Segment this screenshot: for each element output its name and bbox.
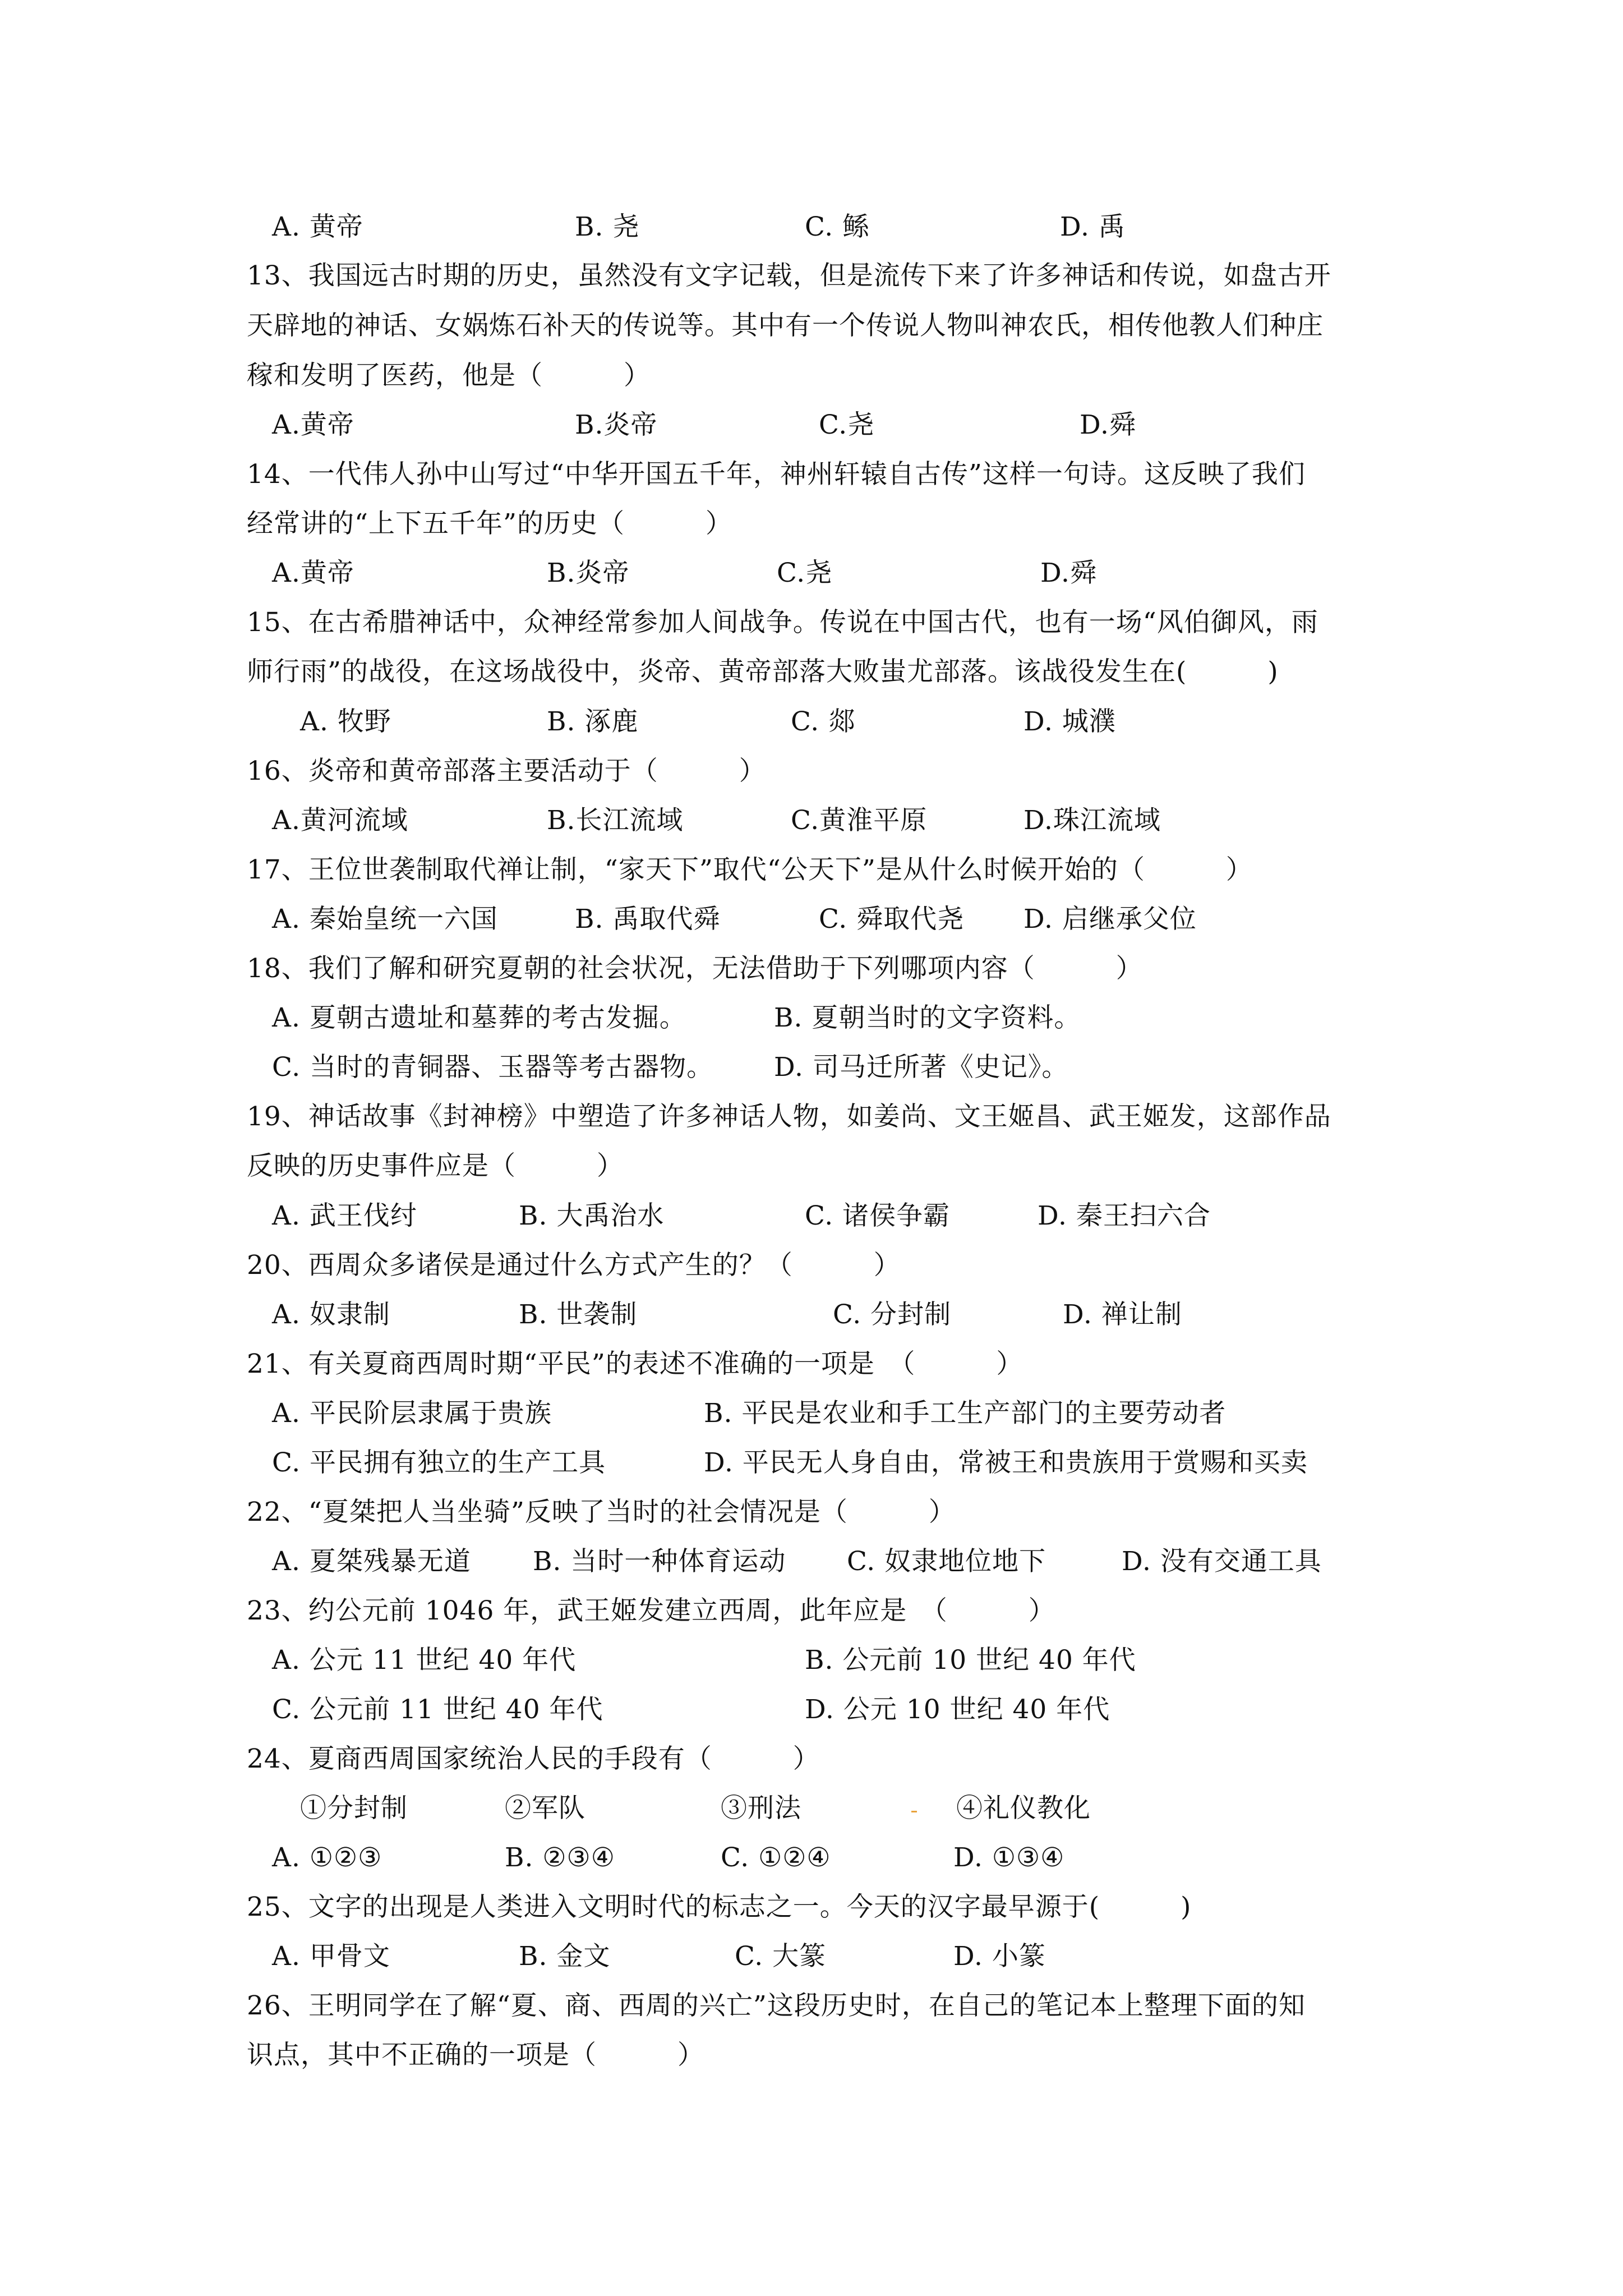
question-19-line-1: 19、神话故事《封神榜》中塑造了许多神话人物，如姜尚、文王姬昌、武王姬发，这部作品 bbox=[247, 1101, 1331, 1132]
question-23-line-1: 23、约公元前 1046 年，武王姬发建立西周，此年应是 （ ） bbox=[247, 1595, 1055, 1626]
option-a: A. 武王伐纣 bbox=[272, 1200, 417, 1231]
option-c: C. ①②④ bbox=[721, 1842, 831, 1873]
option-a: A.黄帝 bbox=[272, 409, 354, 440]
scan-mark bbox=[911, 1811, 917, 1812]
question-13-line-3: 稼和发明了医药，他是（ ） bbox=[247, 360, 651, 391]
option-c: C. 郯 bbox=[791, 706, 856, 737]
option-a: A. 秦始皇统一六国 bbox=[272, 904, 498, 935]
question-24-line-1: 24、夏商西周国家统治人民的手段有（ ） bbox=[247, 1743, 820, 1774]
option-a: A. 牧野 bbox=[300, 706, 391, 737]
question-21-line-1: 21、有关夏商西周时期“平民”的表述不准确的一项是 （ ） bbox=[247, 1349, 1023, 1379]
option-a: A. 平民阶层隶属于贵族 bbox=[272, 1398, 552, 1429]
option-c: C. 诸侯争霸 bbox=[805, 1200, 951, 1231]
question-15-line-1: 15、在古希腊神话中，众神经常参加人间战争。传说在中国古代，也有一场“风伯御风，雨 bbox=[247, 607, 1318, 638]
option-a: A. ①②③ bbox=[272, 1842, 382, 1873]
question-13-line-2: 天辟地的神话、女娲炼石补天的传说等。其中有一个传说人物叫神农氏，相传他教人们种庄 bbox=[247, 310, 1324, 341]
option-c: C. 大篆 bbox=[735, 1941, 827, 1972]
option-b: B. 世袭制 bbox=[519, 1299, 638, 1330]
option-b: B. 尧 bbox=[575, 211, 640, 242]
option-a: A. 甲骨文 bbox=[272, 1941, 390, 1972]
option-b: B. ②③④ bbox=[505, 1842, 615, 1873]
option-d: D. 禅让制 bbox=[1063, 1299, 1182, 1330]
option-c: C.尧 bbox=[777, 558, 833, 588]
option-b: B.炎帝 bbox=[547, 558, 630, 588]
option-d: D. ①③④ bbox=[953, 1842, 1065, 1873]
option-d: D. 城濮 bbox=[1023, 706, 1116, 737]
option-d: D. 秦王扫六合 bbox=[1038, 1200, 1211, 1231]
option-b: B. 大禹治水 bbox=[519, 1200, 665, 1231]
option-d: D. 小篆 bbox=[953, 1941, 1046, 1972]
option-a: A. 夏朝古遗址和墓葬的考古发掘。 bbox=[272, 1002, 686, 1033]
option-c: C. 当时的青铜器、玉器等考古器物。 bbox=[272, 1052, 714, 1083]
option-b: B. 金文 bbox=[519, 1941, 611, 1972]
question-26-line-1: 26、王明同学在了解“夏、商、西周的兴亡”这段历史时，在自己的笔记本上整理下面的知 bbox=[247, 1990, 1306, 2021]
question-14-line-1: 14、一代伟人孙中山写过“中华开国五千年，神州轩辕自古传”这样一句诗。这反映了我们 bbox=[247, 459, 1306, 490]
option-d: D. 启继承父位 bbox=[1023, 904, 1197, 935]
question-20-line-1: 20、西周众多诸侯是通过什么方式产生的？（ ） bbox=[247, 1250, 901, 1281]
question-25-line-1: 25、文字的出现是人类进入文明时代的标志之一。今天的汉字最早源于( ) bbox=[247, 1892, 1192, 1922]
option-b: B. 当时一种体育运动 bbox=[533, 1546, 786, 1577]
statement-2: ②军队 bbox=[505, 1793, 585, 1824]
option-d: D. 平民无人身自由，常被王和贵族用于赏赐和买卖 bbox=[704, 1447, 1308, 1478]
option-d: D.舜 bbox=[1040, 558, 1097, 588]
option-c: C.黄淮平原 bbox=[791, 805, 928, 836]
option-d: D. 公元 10 世纪 40 年代 bbox=[805, 1694, 1110, 1725]
question-26-line-2: 识点，其中不正确的一项是（ ） bbox=[247, 2040, 704, 2070]
option-b: B. 平民是农业和手工生产部门的主要劳动者 bbox=[704, 1398, 1227, 1429]
statement-1: ①分封制 bbox=[300, 1793, 408, 1824]
option-b: B.长江流域 bbox=[547, 805, 684, 836]
question-14-line-2: 经常讲的“上下五千年”的历史（ ） bbox=[247, 508, 733, 539]
option-d: D. 禹 bbox=[1060, 211, 1126, 242]
statement-4: ④礼仪教化 bbox=[956, 1793, 1091, 1824]
option-c: C.尧 bbox=[819, 409, 875, 440]
question-16-line-1: 16、炎帝和黄帝部落主要活动于（ ） bbox=[247, 756, 766, 786]
option-d: D. 司马迁所著《史记》。 bbox=[774, 1052, 1069, 1083]
option-b: B. 夏朝当时的文字资料。 bbox=[774, 1002, 1081, 1033]
statement-3: ③刑法 bbox=[721, 1793, 801, 1824]
option-c: C. 平民拥有独立的生产工具 bbox=[272, 1447, 606, 1478]
question-15-line-2: 师行雨”的战役，在这场战役中，炎帝、黄帝部落大败蚩尤部落。该战役发生在( ) bbox=[247, 656, 1279, 687]
option-d: D.舜 bbox=[1080, 409, 1136, 440]
option-a: A.黄帝 bbox=[272, 558, 354, 588]
option-a: A. 奴隶制 bbox=[272, 1299, 390, 1330]
option-d: D. 没有交通工具 bbox=[1122, 1546, 1322, 1577]
question-18-line-1: 18、我们了解和研究夏朝的社会状况，无法借助于下列哪项内容（ ） bbox=[247, 953, 1143, 984]
option-c: C. 奴隶地位地下 bbox=[847, 1546, 1046, 1577]
option-b: B. 涿鹿 bbox=[547, 706, 639, 737]
question-13-line-1: 13、我国远古时期的历史，虽然没有文字记载，但是流传下来了许多神话和传说，如盘古开 bbox=[247, 260, 1331, 291]
option-a: A.黄河流域 bbox=[272, 805, 408, 836]
option-c: C. 公元前 11 世纪 40 年代 bbox=[272, 1694, 603, 1725]
option-a: A. 公元 11 世纪 40 年代 bbox=[272, 1645, 577, 1676]
option-d: D.珠江流域 bbox=[1023, 805, 1161, 836]
question-19-line-2: 反映的历史事件应是（ ） bbox=[247, 1151, 624, 1181]
option-c: C. 鲧 bbox=[805, 211, 870, 242]
option-b: B. 禹取代舜 bbox=[575, 904, 721, 935]
option-a: A. 夏桀残暴无道 bbox=[272, 1546, 471, 1577]
option-b: B. 公元前 10 世纪 40 年代 bbox=[805, 1645, 1136, 1676]
question-22-line-1: 22、“夏桀把人当坐骑”反映了当时的社会情况是（ ） bbox=[247, 1497, 956, 1527]
option-c: C. 舜取代尧 bbox=[819, 904, 965, 935]
question-17-line-1: 17、王位世袭制取代禅让制，“家天下”取代“公天下”是从什么时候开始的（ ） bbox=[247, 854, 1253, 885]
option-b: B.炎帝 bbox=[575, 409, 658, 440]
option-a: A. 黄帝 bbox=[272, 211, 363, 242]
option-c: C. 分封制 bbox=[833, 1299, 952, 1330]
